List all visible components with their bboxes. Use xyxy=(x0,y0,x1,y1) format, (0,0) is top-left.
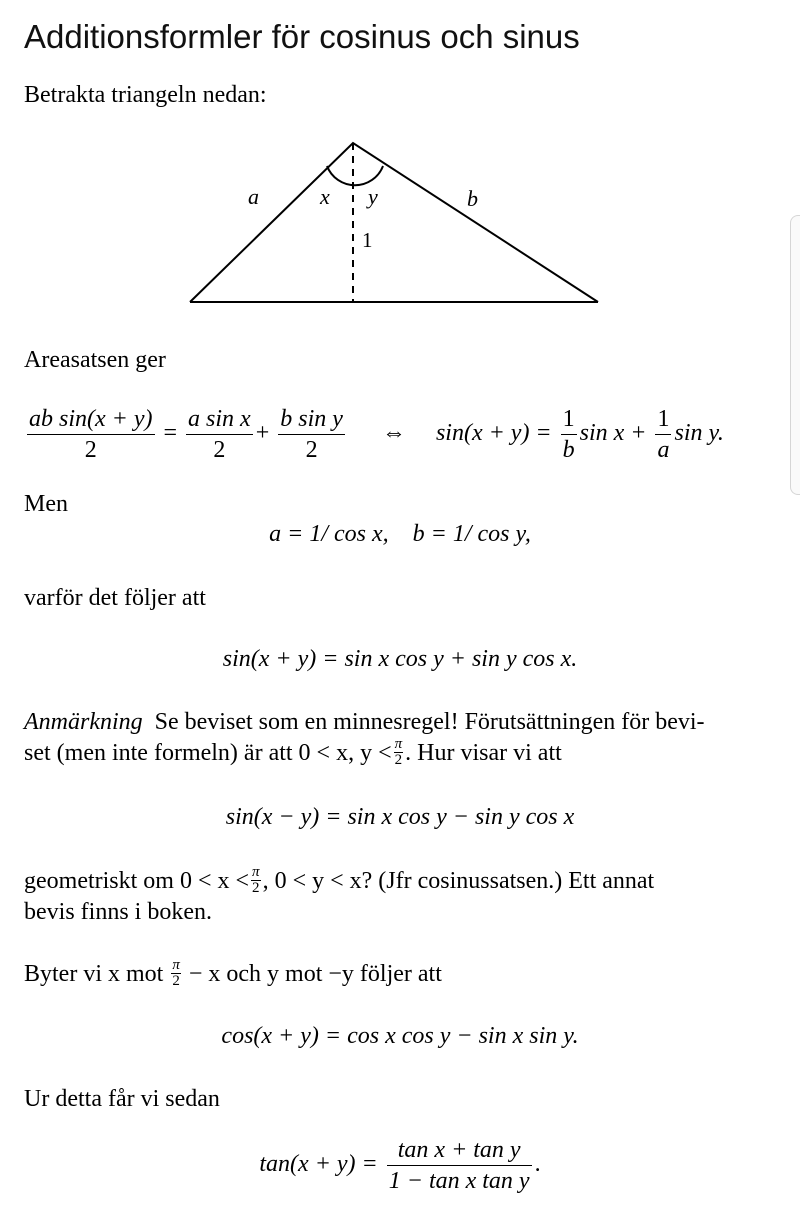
label-a: a xyxy=(248,184,259,209)
equation-a-b: a = 1/ cos x, b = 1/ cos y, xyxy=(269,521,531,547)
fraction-term1: $\frac{\text{a sin x}}{2}$ xyxy=(188,406,251,463)
remark-line-2: set (men inte formeln) är att 0 < x, y < $\frac{\pi}{2}$ . Hur visar vi att xyxy=(24,735,562,768)
label-y: y xyxy=(368,184,378,209)
fraction-lhs: $\frac{\text{ab sin(x + y)}}{2}$ xyxy=(29,406,153,463)
triangle-outline xyxy=(190,143,598,302)
fraction-1-over-a: $\frac{1}{a}$ xyxy=(657,406,670,463)
fraction-tan: $\frac{\text{tan x + tan y}}{\text{1 − tan x tan y}}$ xyxy=(388,1137,530,1194)
equation-sin-sum: sin(x + y) = sin x cos y + sin y cos x. xyxy=(222,646,578,672)
angle-arc xyxy=(327,166,383,185)
label-b: b xyxy=(467,186,478,211)
triangle-figure xyxy=(0,130,800,320)
geometric-line-2: bevis finns i boken. xyxy=(24,899,212,925)
scrollbar[interactable] xyxy=(790,215,800,495)
men-text: Men xyxy=(24,491,68,517)
page-title: Additionsformler för cosinus och sinus xyxy=(24,18,580,55)
intro-text: Betrakta triangeln nedan: xyxy=(24,82,267,108)
remark-label: Anmärkning xyxy=(24,709,143,735)
label-x: x xyxy=(320,184,330,209)
equation-area: $\frac{\text{ab sin(x + y)}}{2}$ = $\frac{\text{a sin x}}{2}$ + $\frac{\text{b sin y}}{2}$ ⇔ sin(x + y) = $\frac{1}{b}$ sin x + $\frac{1}{a}$ sin y. xyxy=(29,406,724,463)
varfor-text: varför det följer att xyxy=(24,585,206,611)
ur-detta-text: Ur detta får vi sedan xyxy=(24,1086,220,1112)
remark-line-1: Anmärkning Se beviset som en minnesregel! Förutsättningen för bevi- xyxy=(24,709,705,735)
equation-tan-sum: tan(x + y) = $\frac{\text{tan x + tan y}}{\text{1 − tan x tan y}}$ . xyxy=(259,1137,541,1194)
equation-cos-sum: cos(x + y) = cos x cos y − sin x sin y. xyxy=(221,1023,579,1049)
equation-sin-diff: sin(x − y) = sin x cos y − sin y cos x xyxy=(225,804,575,830)
fraction-term2: $\frac{\text{b sin y}}{2}$ xyxy=(280,406,343,463)
geometric-line-1: geometriskt om 0 < x < $\frac{\pi}{2}$ , 0 < y < x? (Jfr cosinussatsen.) Ett annat xyxy=(24,863,655,896)
label-height: 1 xyxy=(362,228,373,252)
areasatsen-text: Areasatsen ger xyxy=(24,347,166,373)
substitution-text: Byter vi x mot $\frac{\pi}{2}$ − x och y mot −y följer att xyxy=(24,956,442,989)
fraction-1-over-b: $\frac{1}{b}$ xyxy=(562,406,575,463)
